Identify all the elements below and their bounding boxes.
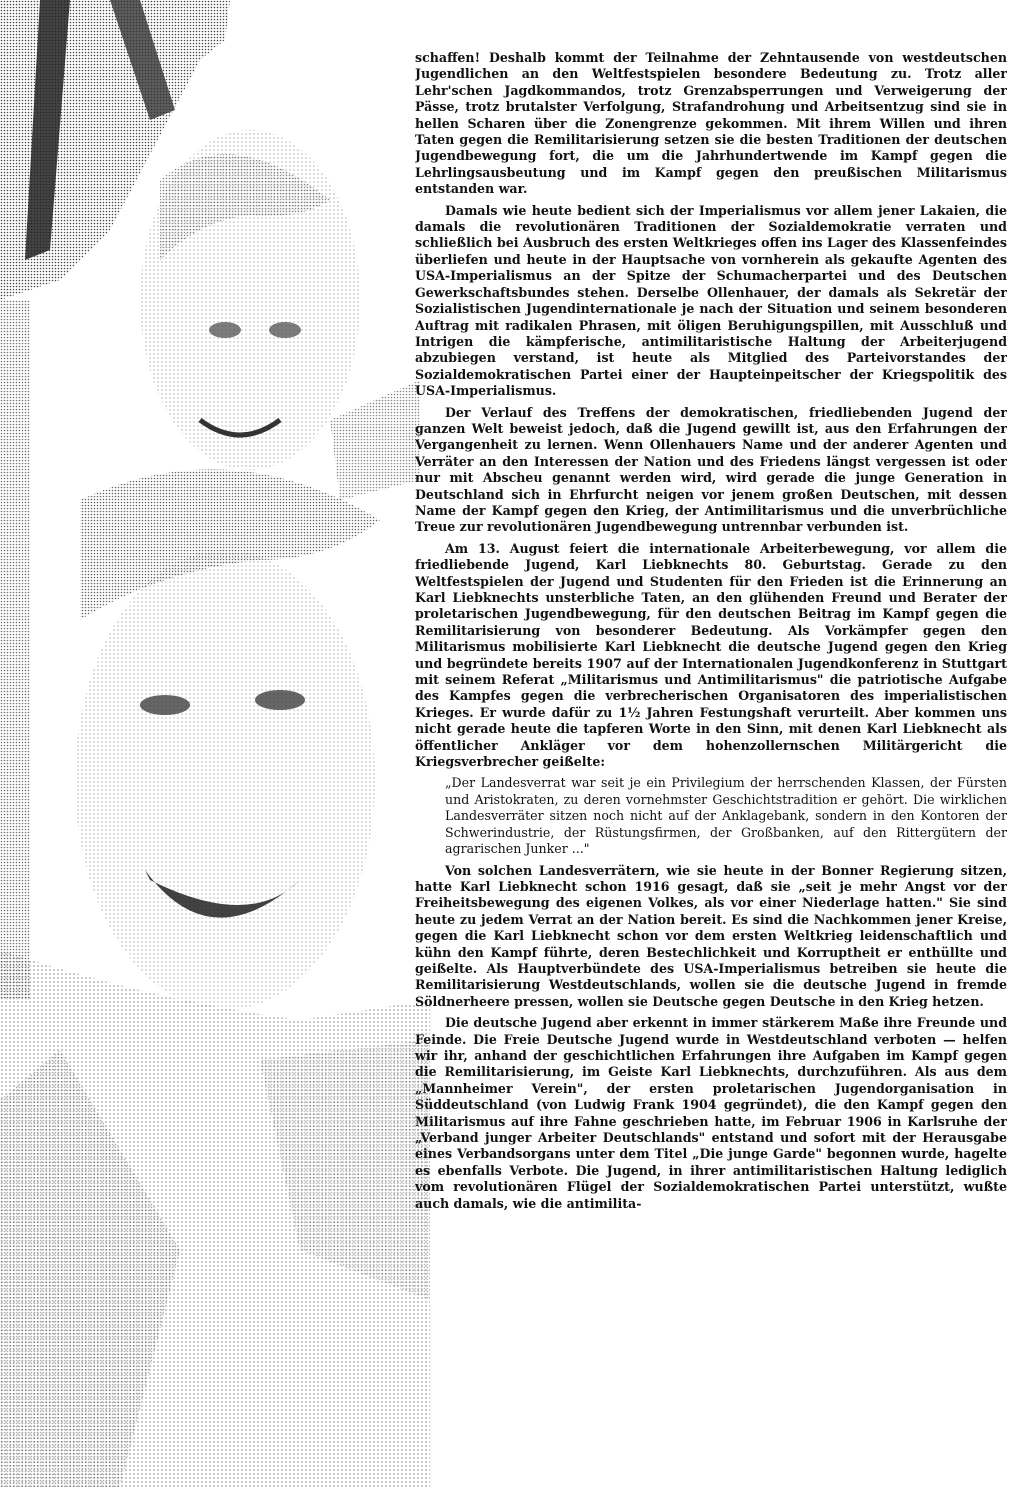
paragraph: Damals wie heute bedient sich der Imperialismus vor allem jener Lakaien, die damals die revolutionären Traditionen der Sozialdemokratie verraten und schließlich bei Ausbruch des ersten Weltkrieges offen ins Lager des Klassenfeindes überliefen und heute in der Hauptsache von vornherein als gekaufte Agenten des USA-Imperialismus an der Spitze der Schumacherpartei und des Deutschen Gewerkschaftsbundes stehen. Derselbe Ollenhauer, der damals als Sekretär der Sozialistischen Jugendinternationale je nach der Situation und seinem besonderen Auftrag mit radikalen Phrasen, mit öligen Beruhigungspillen, mit Ausschluß und Intrigen die kämpferische, antimilitaristische Haltung der Arbeiterjugend abzubiegen verstand, ist heute als Mitglied des Parteivorstandes der Sozialdemokratischen Partei einer der Haupteinpeitscher der Kriegspolitik des USA-Imperialismus.: [415, 202, 1007, 399]
photo-illustration: [0, 0, 430, 1487]
photo-young-men: [0, 0, 430, 1487]
paragraph: Die deutsche Jugend aber erkennt in immer stärkerem Maße ihre Freunde und Feinde. Die Freie Deutsche Jugend wurde in Westdeutschland verboten — helfen wir ihr, anhand der geschichtlichen Erfahrungen ihre Aufgaben im Kampf gegen die Remilitarisierung, im Geiste Karl Liebknechts, durchzuführen. Als aus dem „Mannheimer Verein", der ersten proletarischen Jugendorganisation in Süddeutschland (von Ludwig Frank 1904 gegründet), die den Kampf gegen den Militarismus auf ihre Fahne geschrieben hatte, im Februar 1906 in Karlsruhe der „Verband junger Arbeiter Deutschlands" entstand und sofort mit der Herausgabe eines Verbandsorgans unter dem Titel „Die junge Garde" begonnen wurde, hagelte es ebenfalls Verbote. Die Jugend, in ihrer antimilitaristischen Haltung lediglich vom revolutionären Flügel der Sozialdemokratischen Partei unterstützt, wußte auch damals, wie die antimilita-: [415, 1015, 1007, 1211]
quote: „Der Landesverrat war seit je ein Privilegium der herrschenden Klassen, der Fürsten und Aristokraten, zu deren vornehmster Geschichtstradition er gehört. Die wirklichen Landesverräter sitzen noch nicht auf der Anklagebank, sondern in den Kontoren der Schwerindustrie, der Rüstungsfirmen, der Großbanken, auf den Rittergütern der agrarischen Junker ...": [445, 775, 1007, 857]
article-text: [415, 50, 1007, 1470]
paragraph: schaffen! Deshalb kommt der Teilnahme der Zehntausende von westdeutschen Jugendlichen an den Weltfestspielen besondere Bedeutung zu. Trotz aller Lehr'schen Jagdkommandos, trotz Grenzabsperrungen und Verweigerung der Pässe, trotz brutalster Verfolgung, Strafandrohung und Arbeitsentzug sind sie in hellen Scharen über die Zonengrenze gekommen. Mit ihrem Willen und ihren Taten gegen die Remilitarisierung setzen sie die besten Traditionen der deutschen Jugendbewegung fort, die um die Jahrhundertwende im Kampf gegen die Lehrlingsausbeutung und im Kampf gegen den preußischen Militarismus entstanden war.: [415, 50, 1007, 197]
paragraph: Der Verlauf des Treffens der demokratischen, friedliebenden Jugend der ganzen Welt beweist jedoch, daß die Jugend gewillt ist, aus den Erfahrungen der Vergangenheit zu lernen. Wenn Ollenhauers Name und der anderer Agenten und Verräter an den Interessen der Nation und des Friedens längst vergessen ist oder nur mit Abscheu genannt werden wird, wird gerade die junge Generation in Deutschland sich in Ehrfurcht neigen vor jenem großen Deutschen, mit dessen Name der Kampf gegen den Krieg, der Antimilitarismus und die unverbrüchliche Treue zur revolutionären Jugendbewegung untrennbar verbunden ist.: [415, 404, 1007, 535]
paragraph: Von solchen Landesverrätern, wie sie heute in der Bonner Regierung sitzen, hatte Karl Liebknecht schon 1916 gesagt, daß sie „seit je mehr Angst vor der Freiheitsbewegung des eigenen Volkes, als vor einer Niederlage hatten." Sie sind heute zu jedem Verrat an der Nation bereit. Es sind die Nachkommen jener Kreise, gegen die Karl Liebknecht schon vor dem ersten Weltkrieg leidenschaftlich und kühn den Kampf führte, deren Bestechlichkeit und Korruptheit er enthüllte und geißelte. Als Hauptverbündete des USA-Imperialismus betreiben sie heute die Remilitarisierung Westdeutschlands, wollen sie die deutsche Jugend in fremde Söldnerheere pressen, wollen sie Deutsche gegen Deutsche in den Krieg hetzen.: [415, 862, 1007, 1009]
paragraph: Am 13. August feiert die internationale Arbeiterbewegung, vor allem die friedliebende Jugend, Karl Liebknechts 80. Geburtstag. Gerade zu den Weltfestspielen der Jugend und Studenten für den Frieden ist die Erinnerung an Karl Liebknechts unsterbliche Taten, an den glühenden Freund und Berater der proletarischen Jugendbewegung, für den deutschen Beitrag im Kampf gegen die Remilitarisierung von besonderer Bedeutung. Als Vorkämpfer gegen den Militarismus mobilisierte Karl Liebknecht die deutsche Jugend gegen den Krieg und begründete bereits 1907 auf der Internationalen Jugendkonferenz in Stuttgart mit seinem Referat „Militarismus und Antimilitarismus" die patriotische Aufgabe des Kampfes gegen die verbrecherischen Organisatoren des imperialistischen Krieges. Er wurde dafür zu 1½ Jahren Festungshaft verurteilt. Aber kommen uns nicht gerade heute die tapferen Worte in den Sinn, mit denen Karl Liebknecht als öffentlicher Ankläger vor dem hohenzollernschen Militärgericht die Kriegsverbrecher geißelte:: [415, 540, 1007, 770]
